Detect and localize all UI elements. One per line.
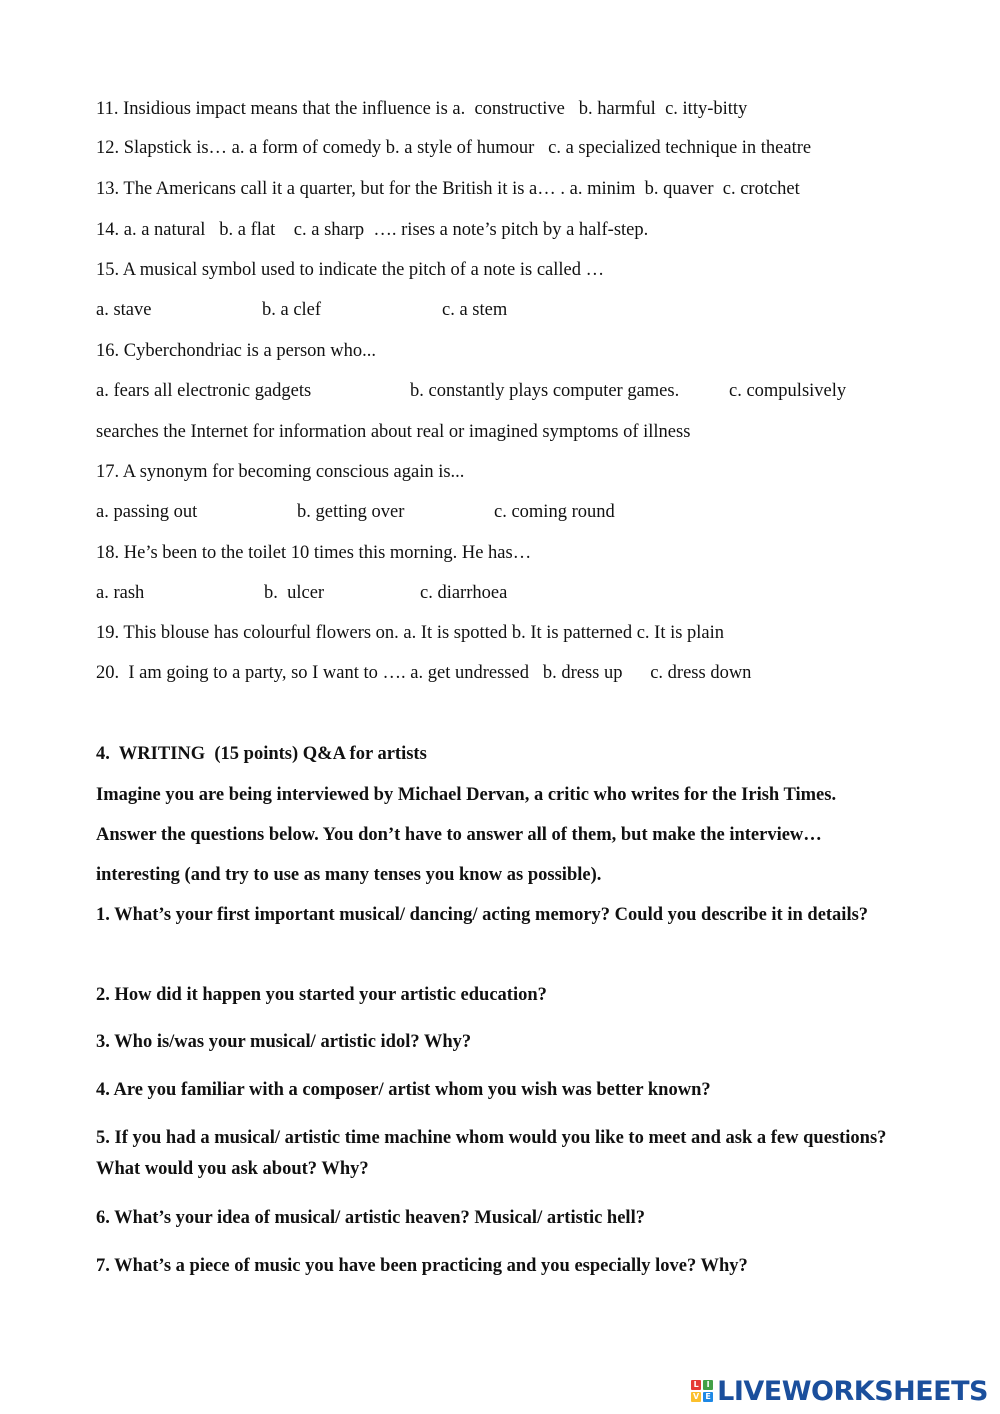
writing-intro-line-2: Answer the questions below. You don’t have to answer all of them, but make the interview…: [96, 825, 822, 845]
question-14: 14. a. a natural b. a flat c. a sharp …. rises a note’s pitch by a half-step.: [96, 220, 649, 240]
q16-option-c-continued: searches the Internet for information about real or imagined symptoms of illness: [96, 422, 691, 442]
writing-question-3: 3. Who is/was your musical/ artistic idol? Why?: [96, 1032, 472, 1052]
writing-heading: 4. WRITING (15 points) Q&A for artists: [96, 744, 427, 764]
q16-option-b: b. constantly plays computer games.: [410, 381, 680, 401]
question-17: 17. A synonym for becoming conscious again is...: [96, 462, 465, 482]
logo-letter-v: V: [693, 1392, 700, 1401]
q16-option-c: c. compulsively: [729, 381, 847, 401]
writing-question-6: 6. What’s your idea of musical/ artistic heaven? Musical/ artistic hell?: [96, 1208, 645, 1228]
question-18: 18. He’s been to the toilet 10 times this morning. He has…: [96, 543, 532, 563]
writing-intro-line-1: Imagine you are being interviewed by Michael Dervan, a critic who writes for the Irish Times.: [96, 785, 837, 805]
q17-option-c: c. coming round: [494, 502, 615, 522]
question-13: 13. The Americans call it a quarter, but for the British it is a… . a. minim b. quaver c. crotchet: [96, 179, 800, 199]
logo-letter-l: L: [691, 1380, 701, 1390]
logo-letter-i: I: [703, 1380, 713, 1390]
q18-option-b: b. ulcer: [264, 583, 325, 603]
q18-option-a: a. rash: [96, 583, 145, 603]
logo-letter-e: E: [703, 1392, 713, 1402]
question-12: 12. Slapstick is… a. a form of comedy b. a style of humour c. a specialized technique in theatre: [96, 138, 812, 158]
question-15: 15. A musical symbol used to indicate the pitch of a note is called …: [96, 260, 605, 280]
question-19: 19. This blouse has colourful flowers on. a. It is spotted b. It is patterned c. It is plain: [96, 623, 725, 643]
q17-option-b: b. getting over: [297, 502, 405, 522]
q15-option-b: b. a clef: [262, 300, 322, 320]
q15-option-c: c. a stem: [442, 300, 508, 320]
question-20: 20. I am going to a party, so I want to …. a. get undressed b. dress up c. dress down: [96, 663, 752, 683]
liveworksheets-logo[interactable]: [691, 1374, 988, 1408]
writing-question-4: 4. Are you familiar with a composer/ artist whom you wish was better known?: [96, 1080, 711, 1100]
q16-option-a: a. fears all electronic gadgets: [96, 381, 312, 401]
writing-question-7: 7. What’s a piece of music you have been practicing and you especially love? Why?: [96, 1256, 748, 1276]
q18-option-c: c. diarrhoea: [420, 583, 508, 603]
writing-question-5: 5. If you had a musical/ artistic time machine whom would you like to meet and ask a few questions? What would you ask about? Why?: [96, 1128, 887, 1179]
question-11: 11. Insidious impact means that the influence is a. constructive b. harmful c. itty-bitty: [96, 99, 748, 119]
liveworksheets-wordmark: LIVEWORKSHEETS: [717, 1375, 988, 1407]
writing-intro-line-3: interesting (and try to use as many tenses you know as possible).: [96, 865, 602, 885]
q17-option-a: a. passing out: [96, 502, 198, 522]
writing-question-2: 2. How did it happen you started your artistic education?: [96, 985, 547, 1005]
liveworksheets-logo-icon: [691, 1380, 713, 1402]
writing-question-1: 1. What’s your first important musical/ dancing/ acting memory? Could you describe it in details?: [96, 905, 869, 925]
q15-option-a: a. stave: [96, 300, 152, 320]
question-16: 16. Cyberchondriac is a person who...: [96, 341, 377, 361]
